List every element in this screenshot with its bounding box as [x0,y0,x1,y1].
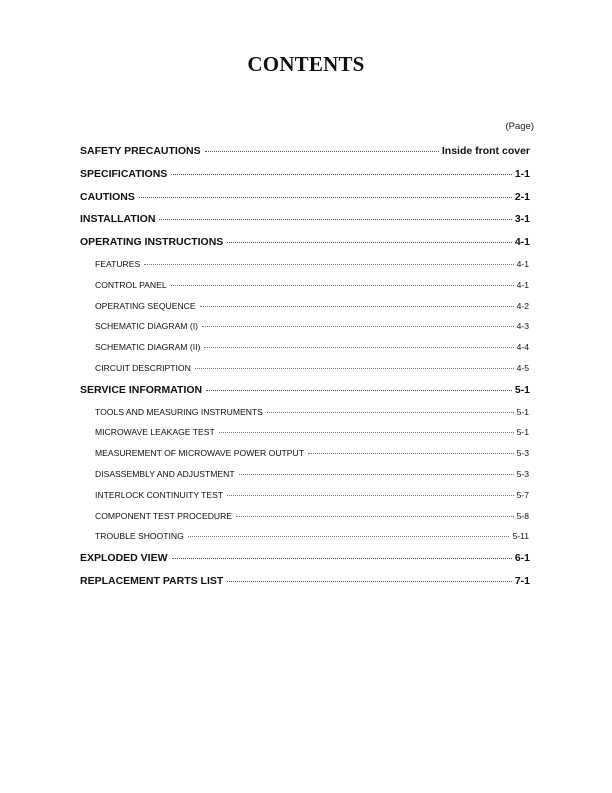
dot-leader [204,347,513,348]
toc-section-entry [80,186,530,209]
toc-entry-page: 5-8 [516,510,529,521]
toc-entry-label: DISASSEMBLY AND ADJUSTMENT [95,468,235,479]
dot-leader [159,219,511,220]
toc-entry-page: 5-11 [512,531,529,542]
toc-entry-page: 5-3 [516,468,529,479]
toc-entry-page: 2-1 [514,190,530,203]
toc-entry-label: INTERLOCK CONTINUITY TEST [95,489,224,500]
dot-leader [227,495,513,496]
dot-leader [236,516,514,517]
table-of-contents [80,140,530,593]
toc-section-entry [80,379,530,402]
toc-subsection-entry [80,316,530,337]
toc-entry-label: SCHEMATIC DIAGRAM (I) [95,321,198,332]
toc-entry-page: 5-1 [514,383,530,396]
toc-entry-page: 5-7 [516,489,529,500]
page-column-label: (Page) [505,121,534,132]
toc-entry-label: TROUBLE SHOOTING [95,531,184,542]
dot-leader [206,390,512,391]
dot-leader [171,174,512,175]
toc-entry-label: CAUTIONS [80,190,135,203]
toc-entry-page: 5-3 [516,448,529,459]
toc-entry-label: OPERATING INSTRUCTIONS [80,236,224,249]
toc-entry-page: 4-1 [516,258,529,269]
dot-leader [308,453,514,454]
toc-subsection-entry [80,402,530,423]
toc-entry-page: 5-1 [516,427,529,438]
dot-leader [239,474,514,475]
toc-entry-label: TOOLS AND MEASURING INSTRUMENTS [95,406,263,417]
toc-entry-page: Inside front cover [441,145,530,157]
toc-subsection-entry [80,485,530,506]
toc-subsection-entry [80,254,530,275]
toc-section-entry [80,570,530,593]
toc-section-entry [80,208,530,231]
dot-leader [267,412,514,413]
dot-leader [195,368,514,369]
dot-leader [202,326,514,327]
toc-entry-page: 6-1 [514,552,530,565]
toc-entry-label: CONTROL PANEL [95,279,167,290]
toc-subsection-entry [80,506,530,527]
toc-section-entry [80,140,530,163]
toc-subsection-entry [80,275,530,296]
toc-entry-label: MEASUREMENT OF MICROWAVE POWER OUTPUT [95,448,304,459]
toc-entry-label: CIRCUIT DESCRIPTION [95,362,191,373]
toc-section-entry [80,547,530,570]
toc-entry-page: 4-1 [516,279,529,290]
toc-entry-label: EXPLODED VIEW [80,552,168,565]
toc-entry-label: REPLACEMENT PARTS LIST [80,574,224,587]
toc-entry-label: FEATURES [95,258,141,269]
page-title: CONTENTS [247,52,365,76]
toc-entry-label: OPERATING SEQUENCE [95,300,196,311]
toc-entry-page: 4-3 [516,321,529,332]
dot-leader [205,151,439,152]
toc-subsection-entry [80,443,530,464]
dot-leader [188,536,510,537]
toc-entry-page: 4-5 [516,362,529,373]
toc-entry-label: INSTALLATION [80,213,156,226]
toc-entry-label: SCHEMATIC DIAGRAM (II) [95,342,201,353]
toc-subsection-entry [80,464,530,485]
toc-section-entry [80,163,530,186]
dot-leader [219,432,514,433]
dot-leader [144,264,513,265]
toc-entry-page: 4-2 [516,300,529,311]
dot-leader [200,306,514,307]
toc-subsection-entry [80,296,530,317]
toc-entry-label: SPECIFICATIONS [80,167,168,180]
toc-subsection-entry [80,422,530,443]
toc-entry-page: 5-1 [516,406,529,417]
toc-entry-label: MICROWAVE LEAKAGE TEST [95,427,215,438]
toc-entry-page: 1-1 [514,167,530,180]
toc-section-entry [80,231,530,254]
dot-leader [227,242,512,243]
dot-leader [172,558,512,559]
toc-subsection-entry [80,526,530,547]
toc-entry-page: 3-1 [514,213,530,226]
dot-leader [171,285,514,286]
dot-leader [227,581,512,582]
toc-entry-label: SAFETY PRECAUTIONS [80,145,201,157]
toc-subsection-entry [80,337,530,358]
toc-entry-page: 4-4 [516,342,529,353]
toc-subsection-entry [80,358,530,379]
toc-entry-page: 4-1 [514,236,530,249]
toc-entry-label: SERVICE INFORMATION [80,383,203,396]
toc-entry-label: COMPONENT TEST PROCEDURE [95,510,233,521]
toc-entry-page: 7-1 [514,574,530,587]
dot-leader [139,197,512,198]
